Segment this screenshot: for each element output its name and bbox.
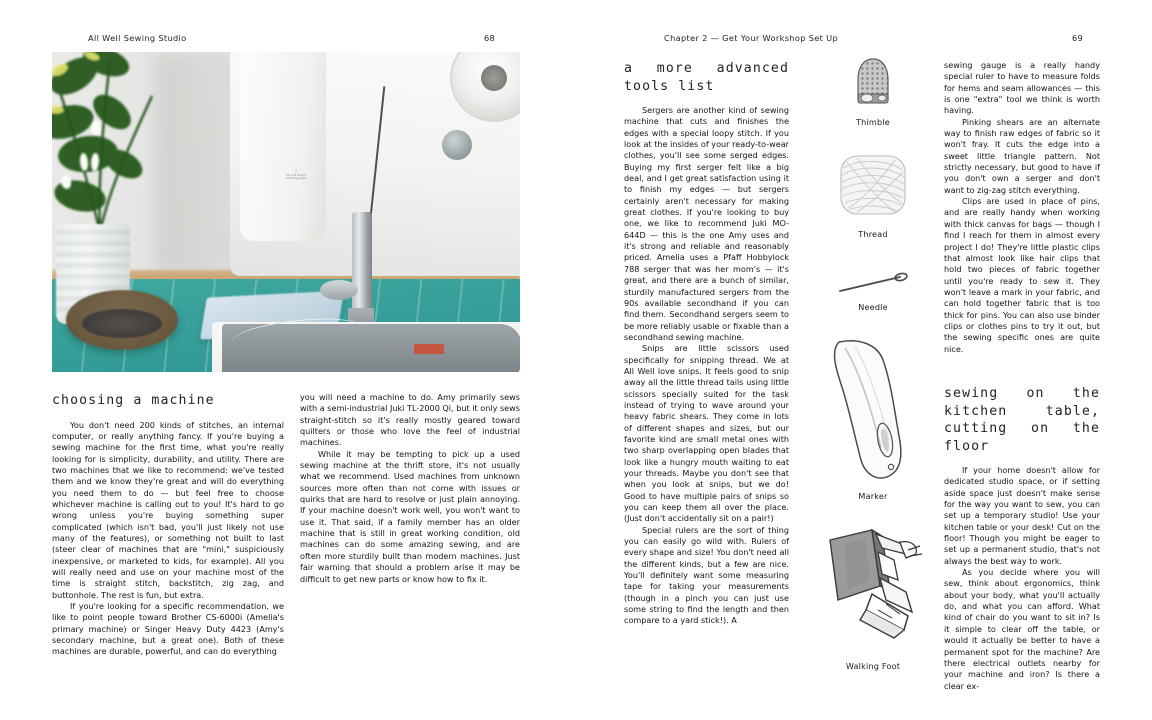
paragraph: You don't need 200 kinds of stitches, an internal computer, or really anything fancy. If you're buying a sewing machine for the first time, what you're really looking for is simplicity, durability, and utility. There are two machines that we like to recommend: we've tested them and we know they're great and will do everything you need them to do — but feel free to choose whichever machine is calling out to you! It's hard to go wrong unless you're buying something super complicated (which isn't bad, you'll just likely not use many of the features), or something not built to last (steer clear of machines that are "mini," suspiciously inexpensive, or marketed to kids, for example). All you will really need and use on your machine most of the time is straight stitch, backstitch, zig zag, and buttonhole. The rest is fun, but extra. xyxy=(52,419,284,600)
photo-machine-arm xyxy=(240,52,326,241)
illustration-walking-foot xyxy=(808,524,938,671)
paragraph: sewing gauge is a really handy special ruler to have to measure folds for hems and seam allowances — this is one "extra" tool we think is worth having. xyxy=(944,60,1100,116)
right-column-three xyxy=(944,385,1100,692)
illustration-caption: Walking Foot xyxy=(845,661,901,671)
left-column-one xyxy=(52,392,284,658)
right-page-running-head: Chapter 2 — Get Your Workshop Set Up xyxy=(664,33,839,43)
photo-machine-warning-label: ⚠ do not touch moving parts xyxy=(286,169,306,181)
illustration-marker xyxy=(808,336,938,501)
paragraph: Snips are little scissors used specifically for snipping thread. We at All Well love snips. It feels good to snip away all the little thread tails using little scissors specially suited for the task instead of trying to wave around your heavy fabric shears. They come in lots of different shapes and sizes, but our favorite kind are small metal ones with two sharp overlapping open blades that look like a hungry mouth waiting to eat your threads. Maybe you don't see that when you look at snips, but we do! Good to have multiple pairs of snips so you can keep them all over the place. (Just don't accidentally sit on a pair!) xyxy=(624,343,789,524)
photo-plate-marker xyxy=(414,344,444,354)
thread-spool-icon xyxy=(833,148,913,224)
paragraph: As you decide where you will sew, think about ergonomics, think about your body, what you'll actually do, and what you can afford. What kind of chair do you want to sit in? Is it simple to clear off the table, or would it actually be better to have a permanent spot for the machine? Are there electrical outlets nearby for your machine and iron? Is there a clear ex- xyxy=(944,567,1100,691)
choosing-a-machine-heading: choosing a machine xyxy=(52,393,215,408)
photo-needle-bar xyxy=(352,212,372,312)
illustration-thimble xyxy=(808,56,938,127)
paragraph: If you're looking for a specific recommendation, we like to point people toward Brother CS-6000i (Amelia's primary machine) or Singer Heavy Duty 4423 (Amy's secondary machine, but a great one). Both of these machines are durable, powerful, and can do everything xyxy=(52,601,284,657)
marker-icon xyxy=(825,336,921,486)
photo-tension-dial xyxy=(442,130,472,160)
left-page-folio: 68 xyxy=(484,33,496,43)
illustration-caption: Needle xyxy=(858,302,888,312)
needle-icon xyxy=(834,271,912,297)
illustration-thread xyxy=(808,148,938,239)
illustration-caption: Thread xyxy=(858,229,888,239)
paragraph: While it may be tempting to pick up a used sewing machine at the thrift store, it's not usually what we recommend. Used machines from unknown sources more often than not come with issues or quirks that are hard to resolve or just plain annoying. If your machine doesn't work well, you won't want to use it. That said, if a family member has an older machine that is still in great working condition, old machines can do some amazing sewing, and are often more sturdily built than modern machines. Just fair warning that should a problem arise it may be difficult to get new parts or know how to fix it. xyxy=(300,448,520,584)
paragraph: If your home doesn't allow for dedicated studio space, or if setting aside space just doesn't make sense for the way you want to sew, you can set up a temporary studio! Use your kitchen table or your desk! Cut on the floor! Though you might be eager to set up a permanent studio, that's not always the best way to work. xyxy=(944,465,1100,566)
right-page-folio: 69 xyxy=(1072,33,1084,43)
illustration-caption: Marker xyxy=(858,491,888,501)
paragraph: Pinking shears are an alternate way to finish raw edges of fabric so it won't fray. It cuts the edge into a sweet little triangle pattern. Not strictly necessary, but good to have if you don't own a serger and don't want to zig-zag stitch everything. xyxy=(944,116,1100,195)
paragraph: Clips are used in place of pins, and are really handy when working with thick canvas for bags — though I find I reach for them in almost every project I do! They're little plastic clips that almost look like hair clips that hold two pieces of fabric together until you're ready to sew it. They won't leave a mark in your fabric, and can hold together fabric that is too thick for pins. You can also use binder clips or clothes pins to try it out, but the sewing specific ones are quite nice. xyxy=(944,196,1100,354)
paragraph: Special rulers are the sort of thing you can easily go wild with. Rulers of every shape and size! You don't need all the different kinds, but a few are nice. You'll definitely want some measuring tape for taking your measurements (though in a pinch you can just use some string to find the length and then compare to a yard stick!). A xyxy=(624,524,789,626)
tool-illustration-column xyxy=(808,56,938,696)
paragraph: you will need a machine to do. Amy primarily sews with a semi-industrial Juki TL-2000 Qi, but it only sews straight-stitch so it's really mostly geared toward quilters or those who love the feel of industrial machines. xyxy=(300,392,520,448)
photo-presser-knob xyxy=(320,280,358,300)
illustration-needle xyxy=(808,271,938,312)
photo-pin-bowl xyxy=(66,290,178,350)
right-column-two xyxy=(944,60,1100,355)
illustration-caption: Thimble xyxy=(856,117,890,127)
paragraph: Sergers are another kind of sewing machine that cuts and finishes the edges with a special loopy stitch. If you look at the insides of your ready-to-wear clothes, you'll see some serged edges. Buying my first serger felt like a big deal, and I get great satisfaction using it to finish my edges — but sergers certainly aren't necessary for making great clothes. If you're looking to buy one, we like to recommend Juki MO-644D — this is the one Amy uses and it's strong and reliable and reasonably priced. Amelia uses a Pfaff Hobbylock 788 serger that was her mom's — it's great, and there are a bunch of similar, sturdily manufactured sergers from the 90s available secondhand if you can find them. Secondhand sergers seem to be more reliably usable or fixable than a secondhand sewing machine. xyxy=(624,105,789,342)
walking-foot-icon xyxy=(820,524,926,656)
advanced-tools-list-heading: a more advanced tools list xyxy=(624,61,789,94)
sewing-on-kitchen-table-heading: sewing on the kitchen table, cutting on the floor xyxy=(944,386,1100,454)
thimble-icon xyxy=(850,56,896,112)
photo-plant-leaves xyxy=(52,52,168,236)
sewing-machine-photo xyxy=(52,52,520,372)
right-column-one xyxy=(624,60,789,627)
left-page-running-head: All Well Sewing Studio xyxy=(88,33,187,43)
left-column-two xyxy=(300,392,520,585)
